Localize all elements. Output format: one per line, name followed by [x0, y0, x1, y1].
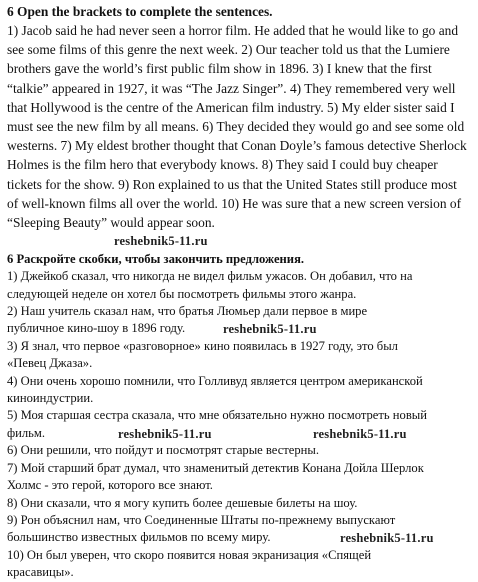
russian-line: 4) Они очень хорошо помнили, что Голливуд является центром американской [7, 373, 423, 388]
russian-line: 2) Наш учитель сказал нам, что братья Люмьер дали первое в мире [7, 304, 368, 319]
russian-line: 5) Моя старшая сестра сказала, что мне обязательно нужно посмотреть новый [7, 408, 427, 423]
watermark-text: reshebnik5-11.ru [223, 322, 317, 337]
russian-line: красавицы». [7, 565, 74, 580]
english-heading: 6 Open the brackets to complete the sentences. [7, 4, 273, 19]
russian-line: следующей неделе он хотел бы посмотреть фильмы этого жанра. [7, 286, 357, 301]
russian-line-with-watermark [7, 425, 471, 442]
russian-line-text: публичное кино-шоу в 1896 году. [7, 321, 186, 336]
russian-line: 6) Они решили, что пойдут и посмотрят старые вестерны. [7, 443, 320, 458]
russian-line-with-watermark [7, 529, 471, 546]
russian-heading: 6 Раскройте скобки, чтобы закончить предложения. [7, 252, 305, 267]
watermark-text: reshebnik5-11.ru [114, 234, 208, 249]
russian-line: Холмс - это герой, которого все знают. [7, 478, 213, 493]
russian-line: киноиндустрии. [7, 391, 94, 406]
russian-line: 8) Они сказали, что я могу купить более дешевые билеты на шоу. [7, 495, 358, 510]
russian-line-text: большинство известных фильмов по всему миру. [7, 530, 271, 545]
russian-line: 10) Он был уверен, что скоро появится новая экранизация «Спящей [7, 547, 372, 562]
russian-line: 9) Рон объяснил нам, что Соединенные Штаты по-прежнему выпускают [7, 512, 396, 527]
russian-line: 7) Мой старший брат думал, что знаменитый детектив Конана Дойла Шерлок [7, 460, 424, 475]
russian-line-text: фильм. [7, 425, 46, 440]
watermark-row [7, 232, 471, 251]
russian-line: 3) Я знал, что первое «разговорное» кино появилась в 1927 году, это был [7, 338, 398, 353]
russian-line: 1) Джейкоб сказал, что никогда не видел фильм ужасов. Он добавил, что на [7, 269, 413, 284]
russian-line: «Певец Джаза». [7, 356, 93, 371]
watermark-text: reshebnik5-11.ru [118, 426, 212, 441]
english-body: 1) Jacob said he had never seen a horror film. He added that he would like to go and see some films of this genre the next week. 2) Our teacher told us that the Lumiere brothers gave the world’s first public film show in 1896. 3) I knew that the first “talkie” appeared in 1927, it was “The Jazz Singer”. 4) They remembered very well that Hollywood is the centre of the American film industry. 5) My elder sister said I must see the new film by all means. 6) They decided they would go and see some old westerns. 7) My eldest brother thought that Conan Doyle’s famous detective Sherlock Holmes is the film hero that everybody knows. 8) They said I could buy cheaper tickets for the show. 9) Ron explained to us that the United States still produce most of well-known films all over the world. 10) He was sure that a new screen version of “Sleeping Beauty” would appear soon. [7, 23, 467, 231]
russian-line-with-watermark [7, 320, 471, 337]
watermark-text: reshebnik5-11.ru [313, 426, 407, 441]
watermark-text: reshebnik5-11.ru [340, 531, 434, 546]
document-page [7, 2, 471, 582]
